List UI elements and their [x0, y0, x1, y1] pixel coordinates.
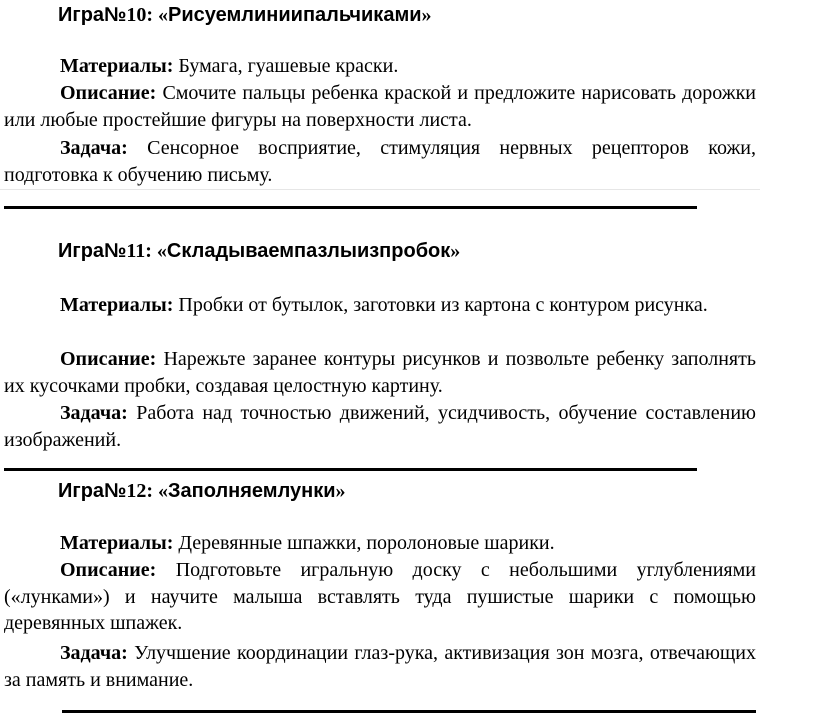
game-10-description — [4, 80, 756, 133]
description-text: Нарежьте заранее контуры рисунков и позвольте ребенку заполнять их кусочками пробки, создавая целостную картину. — [4, 348, 756, 397]
game-12-materials — [4, 530, 756, 557]
task-text: Работа над точностью движений, усидчивость, обучение составлению изображений. — [4, 402, 756, 451]
game-title-prefix: Игра№ — [58, 480, 127, 502]
game-11-materials — [4, 292, 756, 319]
game-12-description — [4, 557, 756, 637]
game-number: 10 — [126, 4, 147, 26]
task-text: Сенсорное восприятие, стимуляция нервных рецепторов кожи, подготовка к обучению письму. — [4, 137, 756, 186]
task-text: Улучшение координации глаз-рука, активизация зон мозга, отвечающих за память и внимание. — [4, 642, 756, 691]
section-divider — [4, 206, 697, 209]
materials-label: Материалы: — [60, 294, 174, 316]
game-title-separator: : « — [146, 480, 169, 502]
faint-divider — [0, 189, 760, 190]
game-number: 11 — [126, 240, 146, 262]
materials-text: Бумага, гуашевые краски. — [173, 55, 399, 77]
game-title-prefix: Игра№ — [58, 4, 127, 26]
game-12-title — [58, 480, 346, 503]
game-title-end: » — [421, 4, 432, 26]
game-title-name: Рисуемлиниипальчиками — [168, 4, 422, 26]
materials-label: Материалы: — [60, 55, 174, 77]
game-12-task — [4, 640, 756, 693]
description-text: Подготовьте игральную доску с небольшими углублениями («лунками») и научите малыша вставлять туда пушистые шарики с помощью деревянных шпажек. — [4, 559, 756, 634]
task-label: Задача: — [60, 642, 128, 664]
description-label: Описание: — [60, 82, 157, 104]
game-title-name: Складываемпазлыизпробок — [166, 240, 451, 262]
game-10-title — [58, 4, 432, 27]
game-title-prefix: Игра№ — [58, 240, 127, 262]
description-label: Описание: — [60, 559, 157, 581]
game-11-title — [58, 240, 460, 263]
game-title-separator: : « — [145, 240, 167, 262]
materials-label: Материалы: — [60, 532, 174, 554]
description-text: Смочите пальцы ребенка краской и предложите нарисовать дорожки или любые простейшие фигуры на поверхности листа. — [4, 82, 756, 131]
section-divider — [4, 468, 697, 471]
section-divider — [62, 710, 756, 713]
task-label: Задача: — [60, 137, 128, 159]
game-10-task — [4, 135, 756, 188]
game-title-end: » — [335, 480, 346, 502]
description-label: Описание: — [60, 348, 157, 370]
materials-text: Деревянные шпажки, поролоновые шарики. — [173, 532, 555, 554]
game-title-end: » — [450, 240, 461, 262]
materials-text: Пробки от бутылок, заготовки из картона с контуром рисунка. — [173, 294, 708, 316]
game-number: 12 — [126, 480, 147, 502]
game-11-task — [4, 400, 756, 453]
game-10-materials — [4, 53, 756, 80]
game-11-description — [4, 346, 756, 399]
game-title-separator: : « — [146, 4, 169, 26]
task-label: Задача: — [60, 402, 128, 424]
game-title-name: Заполняемлунки — [168, 480, 336, 502]
